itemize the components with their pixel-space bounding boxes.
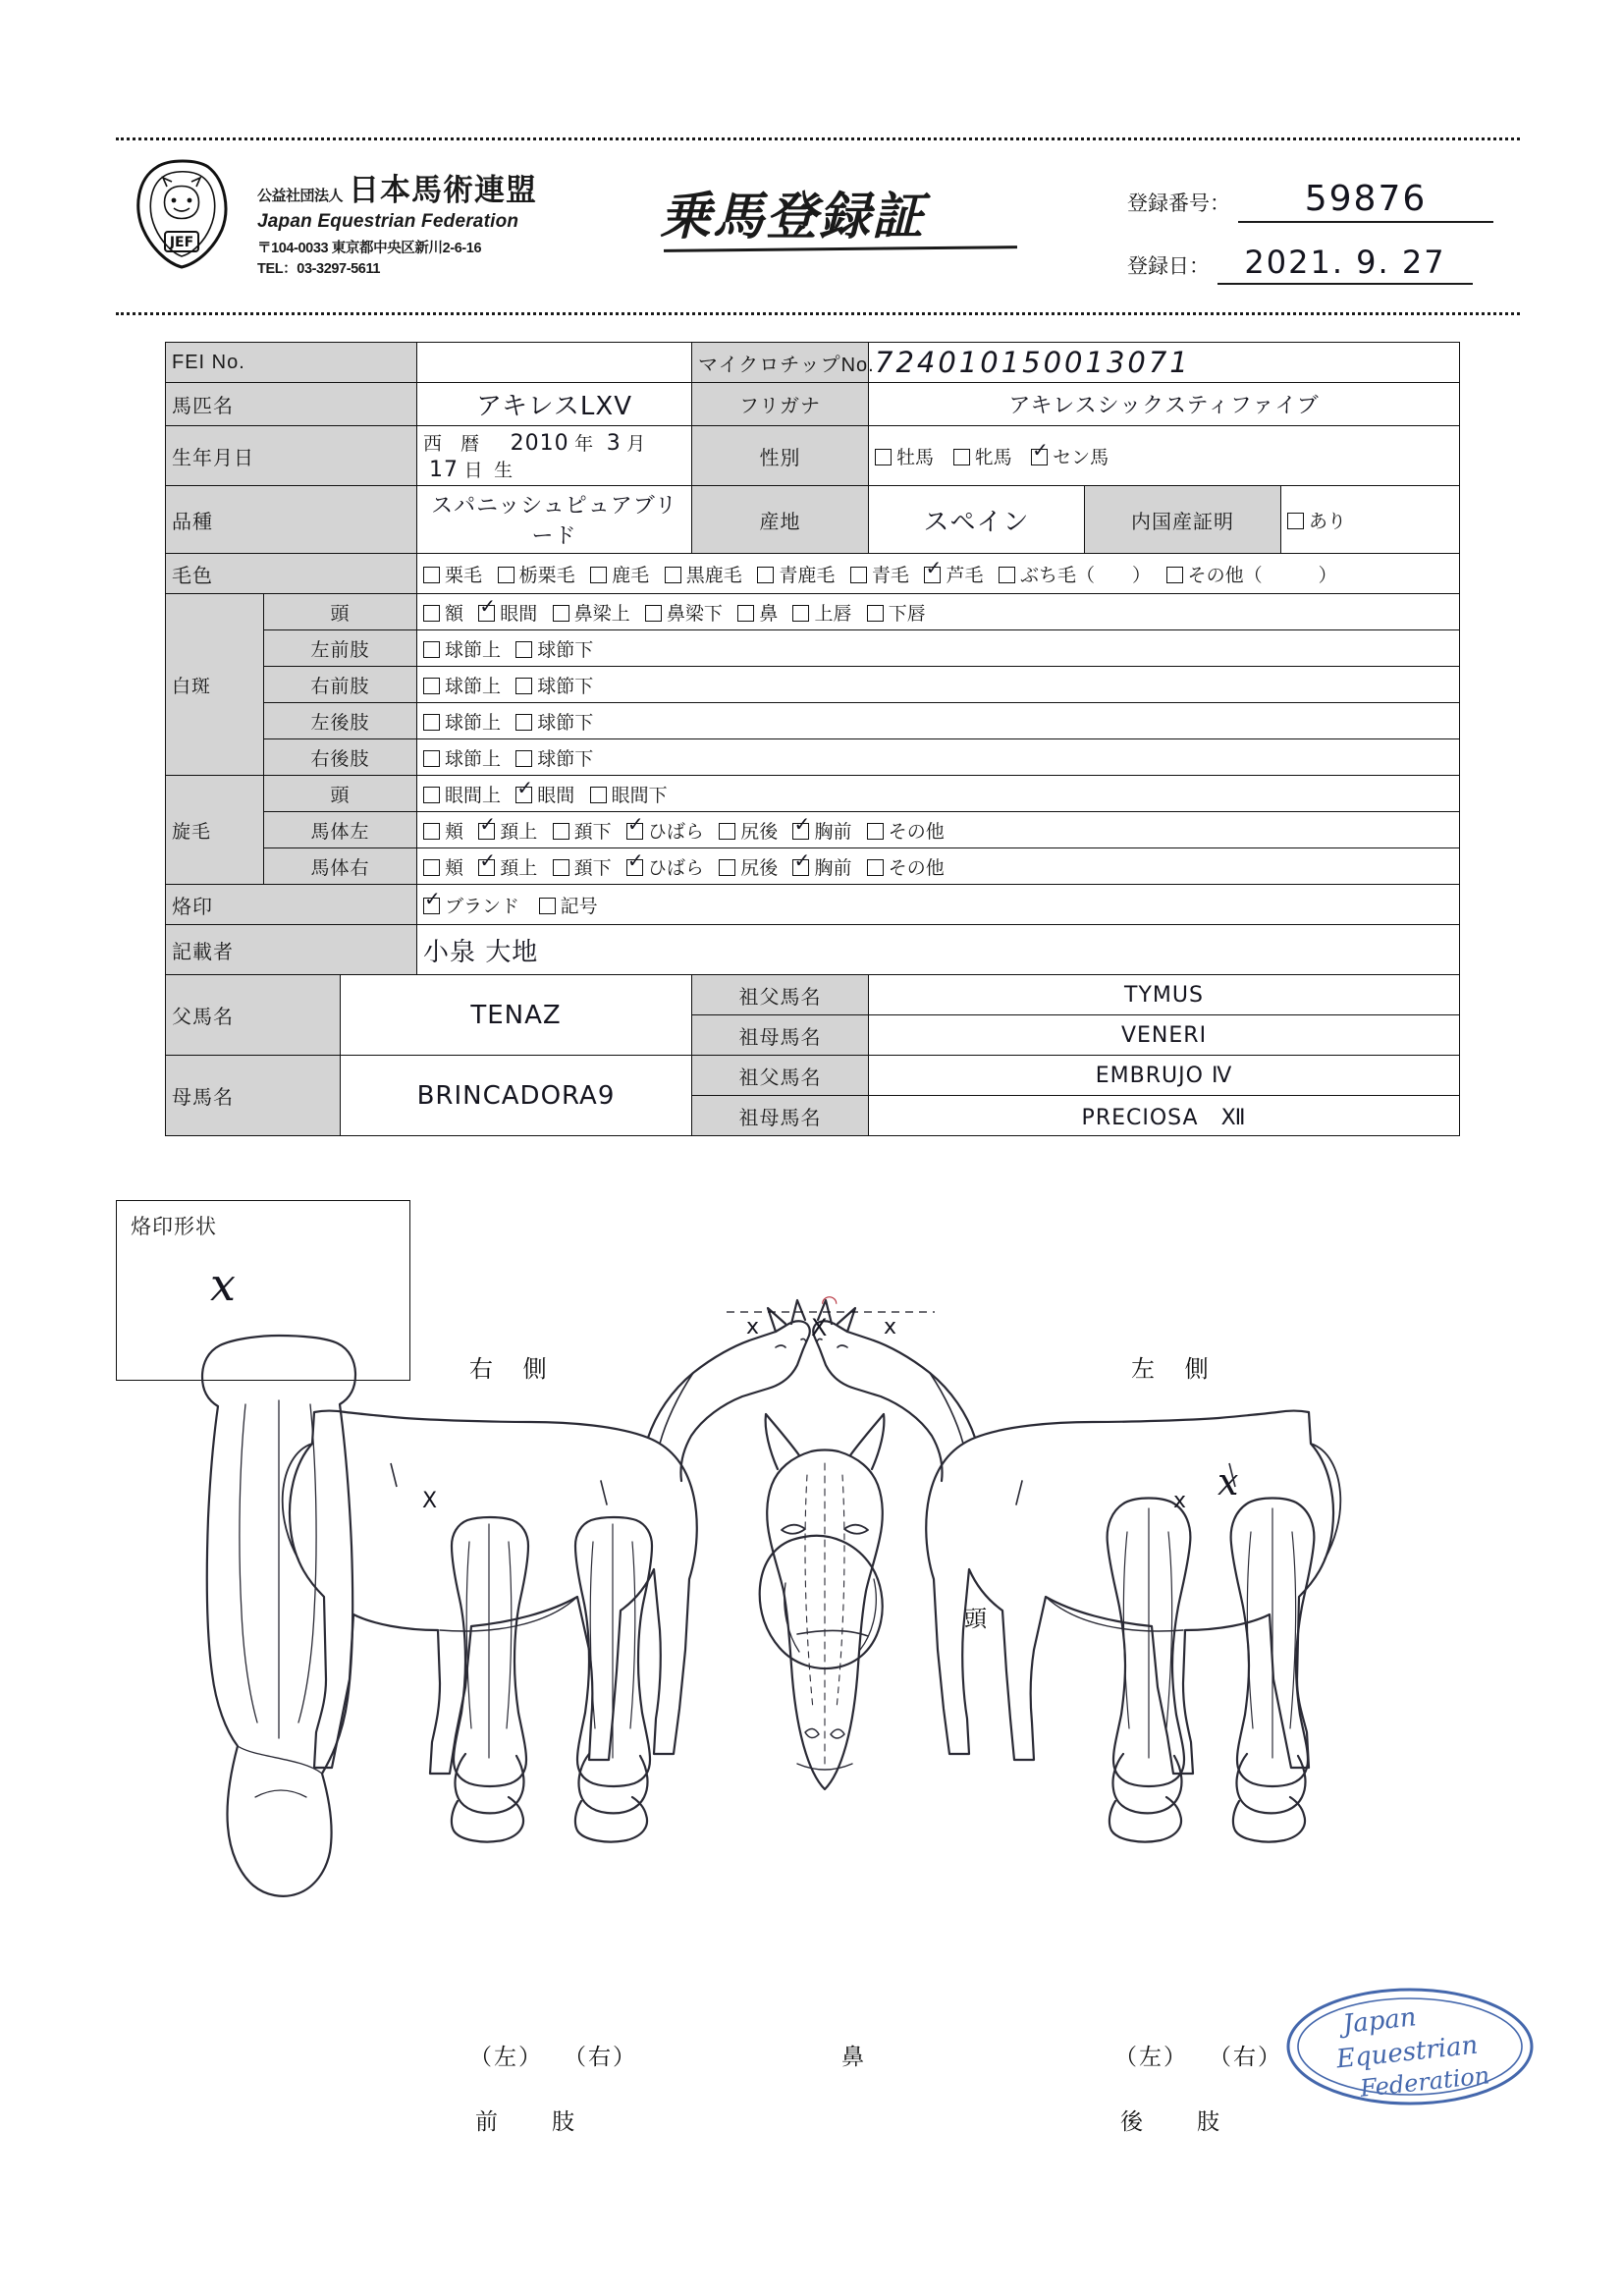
svg-text:X: X [811,1314,828,1341]
org-address: 〒104-0033 東京都中央区新川2-6-16 [257,241,482,256]
brand-option-brand[interactable]: ✓ ブランド [424,886,520,917]
domestic-option-yes[interactable]: あり [1287,507,1346,533]
whorl-part-head: 頭 [264,776,417,812]
registration-number-row [1127,179,1493,223]
sire-sire-value-cell [869,975,1460,1015]
table-row-dam-grandsire [166,1056,1460,1096]
sex-options-cell [869,426,1460,486]
sire-value-cell [341,975,692,1056]
white-rh-option-below-fetlock[interactable]: 球節下 [515,744,593,771]
nose-label: 鼻 [841,2044,866,2069]
whorl-part-body-right: 馬体右 [264,848,417,885]
white-head-option-upper-nasal[interactable]: 鼻梁上 [553,599,630,626]
sire-label: 父馬名 [166,975,341,1056]
svg-text:x: x [746,1315,760,1339]
coat-label: 毛色 [166,554,417,594]
birth-year-unit: 年 [574,434,594,455]
whorl-head-option-below-eyes[interactable]: 眼間下 [590,781,668,807]
organization-block [257,165,611,278]
dam-value-cell [341,1056,692,1136]
recorder-value: 小泉 大地 [423,937,539,967]
org-prefix: 公益社団法人 [257,188,344,204]
registration-date-label: 登録日： [1127,255,1210,278]
svg-text:X: X [422,1489,438,1513]
birth-year: 2010 [510,431,569,456]
table-row-white-lf [166,630,1460,667]
table-row-horse-name [166,383,1460,426]
origin-value: スペイン [923,507,1030,537]
white-part-head: 頭 [264,594,417,630]
coat-option-aokage[interactable]: 青鹿毛 [757,561,835,587]
sex-option-mare[interactable]: 牝馬 [953,443,1012,469]
white-head-option-upper-lip[interactable]: 上唇 [792,599,851,626]
whorl-right-option-other[interactable]: その他 [867,853,945,880]
brand-options-cell [417,885,1460,925]
breed-label: 品種 [166,486,417,554]
left-side-label: 左 側 [1131,1356,1220,1383]
whorl-left-option-other[interactable]: その他 [867,817,945,844]
white-rf-options [417,667,1460,703]
registration-number-label: 登録番号： [1127,192,1230,215]
whorl-left-option-lower-neck[interactable]: 頚下 [553,817,612,844]
table-row-whorl-left [166,812,1460,848]
origin-label: 産地 [692,486,869,554]
svg-text:x: x [1217,1460,1239,1503]
sex-label: 性別 [692,426,869,486]
birth-month: 3 [606,431,622,456]
svg-text:Federation: Federation [1358,2061,1491,2103]
fei-no-label: FEI No. [166,343,417,383]
whorl-head-options [417,776,1460,812]
sire-granddam-label: 祖母馬名 [692,1015,869,1056]
whorl-left-option-chest[interactable]: ✓ 胸前 [793,811,852,843]
whorl-part-body-left: 馬体左 [264,812,417,848]
white-part-left-fore: 左前肢 [264,630,417,667]
dam-label: 母馬名 [166,1056,341,1136]
whorl-left-option-cheek[interactable]: 頬 [423,817,463,844]
horse-name-value-cell [417,383,692,426]
hind-left-label: （左） [1114,2044,1188,2069]
whorl-left-option-rear[interactable]: 尻後 [719,817,778,844]
hind-right-label: （右） [1209,2044,1282,2069]
origin-value-cell [869,486,1085,554]
org-name-jp: 日本馬術連盟 [349,173,538,207]
sire-dam-value: VENERI [1120,1022,1208,1048]
white-rh-option-above-fetlock[interactable]: 球節上 [423,744,501,771]
white-lh-option-above-fetlock[interactable]: 球節上 [423,708,501,735]
white-lh-options [417,703,1460,739]
jef-logo-icon [128,157,236,275]
white-head-option-lower-nasal[interactable]: 鼻梁下 [645,599,723,626]
head-label: 頭 [964,1606,989,1631]
header-bottom-divider [116,312,1520,315]
white-lh-option-below-fetlock[interactable]: 球節下 [515,708,593,735]
registration-date-row [1127,244,1473,285]
svg-text:JEF: JEF [169,235,194,250]
microchip-value: 724010150013071 [875,346,1191,379]
table-row-brand [166,885,1460,925]
front-right-label: （右） [564,2044,637,2069]
breed-value: スパニッシュピュアブリード [431,494,677,549]
whorl-right-option-flank[interactable]: ✓ ひばら [626,847,704,879]
whorl-right-option-upper-neck[interactable]: ✓ 頚上 [479,847,538,879]
org-name-en: Japan Equestrian Federation [257,211,519,232]
table-row-recorder [166,925,1460,975]
svg-text:Japan: Japan [1341,2002,1418,2040]
dam-grandsire-label: 祖父馬名 [692,1056,869,1096]
sire-value: TENAZ [470,1000,562,1030]
dam-value: BRINCADORA9 [416,1080,616,1111]
registration-number-value-field [1238,179,1493,223]
whorl-right-option-rear[interactable]: 尻後 [719,853,778,880]
birth-value-cell [417,426,692,486]
white-rh-options [417,739,1460,776]
coat-option-tochikurige[interactable]: 栃栗毛 [498,561,575,587]
domestic-option-cell[interactable] [1281,486,1460,554]
whorl-head-option-above-eyes[interactable]: 眼間上 [423,781,501,807]
header-top-divider [116,137,1520,140]
dam-sire-value: EMBRUJO Ⅳ [1095,1063,1233,1088]
brand-label: 烙印 [166,885,417,925]
table-row-coat [166,554,1460,594]
breed-value-cell [417,486,692,554]
brand-option-symbol[interactable]: 記号 [539,892,598,918]
svg-text:◠: ◠ [821,1290,839,1314]
coat-option-kage[interactable]: 鹿毛 [590,561,649,587]
table-row-white-head [166,594,1460,630]
whorl-label: 旋毛 [166,776,264,885]
white-head-options [417,594,1460,630]
microchip-value-cell [869,343,1460,383]
horse-details-table [165,342,1460,1136]
org-telephone: TEL：03-3297-5611 [257,261,380,277]
white-rf-option-above-fetlock[interactable]: 球節上 [423,672,501,698]
furigana-label: フリガナ [692,383,869,426]
birth-day: 17 [429,458,459,482]
birth-suffix: 生 [494,461,514,481]
dam-sire-value-cell [869,1056,1460,1096]
front-left-label: （左） [469,2044,543,2069]
table-row-sire-grandsire [166,975,1460,1015]
white-head-option-forehead[interactable]: 額 [423,599,463,626]
microchip-label: マイクロチップNo. [692,343,869,383]
fei-no-value [417,343,692,383]
table-row-breed [166,486,1460,554]
table-row-white-rf [166,667,1460,703]
registration-date-value-field [1217,244,1473,285]
table-row-birth [166,426,1460,486]
sex-option-stallion[interactable]: 牡馬 [875,443,934,469]
coat-option-buchige[interactable]: ぶち毛（ ） [999,561,1151,587]
white-rf-option-below-fetlock[interactable]: 球節下 [515,672,593,698]
table-row-whorl-right [166,848,1460,885]
coat-options-cell [417,554,1460,594]
official-seal-stamp [1282,1982,1538,2111]
white-part-right-hind: 右後肢 [264,739,417,776]
registration-date-value: 2021. 9. 27 [1244,244,1446,281]
domestic-label: 内国産証明 [1085,486,1281,554]
hind-limb-label: 後 肢 [1120,2108,1235,2134]
birth-month-unit: 月 [626,434,646,455]
white-head-option-lower-lip[interactable]: 下唇 [867,599,926,626]
front-limb-label: 前 肢 [475,2108,590,2134]
table-row-white-rh [166,739,1460,776]
birth-day-unit: 日 [463,461,483,481]
white-lf-options [417,630,1460,667]
horse-name-label: 馬匹名 [166,383,417,426]
birth-era: 西 暦 [423,434,480,455]
recorder-label: 記載者 [166,925,417,975]
white-lf-option-above-fetlock[interactable]: 球節上 [423,635,501,662]
table-row-white-lh [166,703,1460,739]
dam-dam-value-cell [869,1096,1460,1136]
sex-option-gelding[interactable]: ✓ セン馬 [1032,437,1109,468]
table-row-whorl-head [166,776,1460,812]
white-lf-option-below-fetlock[interactable]: 球節下 [515,635,593,662]
sire-sire-value: TYMUS [1124,982,1204,1008]
recorder-value-cell [417,925,1460,975]
svg-text:Equestrian: Equestrian [1334,2030,1480,2075]
registration-number-value: 59876 [1304,179,1428,219]
white-markings-label: 白斑 [166,594,264,776]
white-head-option-between-eyes[interactable]: ✓ 眼間 [479,593,538,625]
coat-option-kurokage[interactable]: 黒鹿毛 [665,561,742,587]
whorl-right-option-chest[interactable]: ✓ 胸前 [793,847,852,879]
whorl-left-option-flank[interactable]: ✓ ひばら [626,811,704,843]
white-part-left-hind: 左後肢 [264,703,417,739]
furigana-value-cell [869,383,1460,426]
horse-name-value: アキレスLXV [475,392,632,421]
brand-shape-title: 烙印形状 [131,1216,217,1238]
whorl-left-option-upper-neck[interactable]: ✓ 頚上 [479,811,538,843]
whorl-right-option-cheek[interactable]: 頬 [423,853,463,880]
furigana-value: アキレスシックスティファイブ [1008,394,1320,418]
brand-shape-mark: x [210,1258,236,1311]
white-head-option-nose[interactable]: 鼻 [737,599,778,626]
coat-option-kurige[interactable]: 栗毛 [423,561,482,587]
whorl-left-options [417,812,1460,848]
dam-dam-value: PRECIOSA Ⅻ [1081,1105,1247,1130]
whorl-right-options [417,848,1460,885]
sire-grandsire-label: 祖父馬名 [692,975,869,1015]
dam-granddam-label: 祖母馬名 [692,1096,869,1136]
svg-text:x: x [884,1315,897,1339]
table-row-fei [166,343,1460,383]
sire-dam-value-cell [869,1015,1460,1056]
svg-text:x: x [1173,1489,1187,1513]
white-part-right-fore: 右前肢 [264,667,417,703]
document-title: 乗馬登録証 [660,188,926,246]
coat-option-ashige[interactable]: ✓ 芦毛 [925,555,984,586]
birth-label: 生年月日 [166,426,417,486]
whorl-right-option-lower-neck[interactable]: 頚下 [553,853,612,880]
right-side-label: 右 側 [469,1356,559,1383]
whorl-head-option-between-eyes[interactable]: ✓ 眼間 [516,775,575,806]
coat-option-aoge[interactable]: 青毛 [850,561,909,587]
coat-option-other[interactable]: その他（ ） [1166,561,1337,587]
